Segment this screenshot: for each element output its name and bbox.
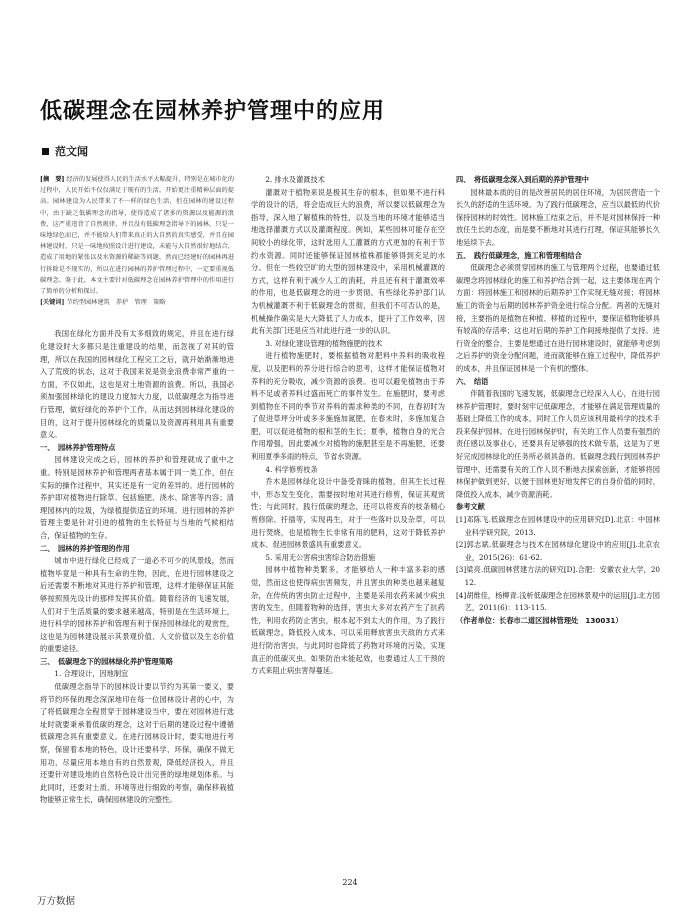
square-bullet-icon [42,148,49,155]
abstract [40,174,234,297]
footer-logo: 万方数据 [37,896,76,907]
column-3 [456,174,660,906]
section-1-heading: 一、 园林养护管理特点 [40,442,116,452]
abstract-label: [摘 要] [40,176,65,183]
keywords-label: [关键词] [40,299,65,307]
reference-item: [4]胡维佳，杨柳青.浅析低碳理念在园林景观中的运用[J].北方园艺，2011(6)：113-115. [456,590,660,613]
section-3-sub5-text: 园林中植物种类繁多，才能够给人一种丰富多彩的感觉，然而这也使得病虫害频发，并且害虫的种类也越来越复杂，在传统的害虫防止过程中，主要是采用农药来减少病虫害的发生，但随着物种的选择，害虫大多对农药产生了抗药性，利用农药防止害虫，根本起不到太大的作用，为了践行低碳理念，降低投入成本，可以采用释放害虫天敌的方式来进行防治害虫，与此同时也降低了药物对环境的污染，实现真正的低碳灭虫。如果防治未能起效，也要通过人工干预的方式来阻止病虫害得蔓延。 [251,565,445,676]
keywords [40,297,234,308]
section-6-heading: 六、 结语 [456,376,489,386]
section-4-text: 园林最本质的目的是改善居民的居住环境，为居民营造一个长久的舒适的生活环境。为了践行低碳理念，应当以最低的代价保持园林的时效性。园林施工结束之后，并不是对园林保持一种放任生长的态度，而是要不断地对其进行打理，保证其能够长久地延续下去。 [456,187,660,247]
section-3-sub3-heading: 3. 对绿化建设管理的植物施肥的技术 [265,338,383,348]
section-3-sub1-heading: 1. 合理设计，因地制宜 [54,669,129,679]
section-5-heading: 五、 践行低碳理念，施工和管理相结合 [456,250,582,260]
section-5-text: 低碳理念必须贯穿园林的施工与管理两个过程，也要通过低碳理念将园林绿化的施工和养护结合到一起，这主要体现在两个方面：将园林施工和园林的后期养护工作实现无缝对接；将园林施工的资金与后期的园林养护资金进行综合分配。两者的无缝对接，主要指的是植物在种植、移植的过程中，要保证植物能够具有较高的存活率；这也对后期的养护工作间接地提供了支持。进行资金的整合，主要是想通过在进行园林建设时，就能够考虑到之后养护的资金分配问题，进而就能够在施工过程中，降低养护的成本，并且保证园林是一个有机的整体。 [456,263,660,373]
keywords-text: 节约型园林建筑 养护 管理 策略 [66,299,166,307]
section-3-sub5-heading: 5. 采用无公害病虫害综合防治措施 [265,552,376,562]
section-6-text: 伴随着我国的飞速发展，低碳理念已经深入人心，在进行园林养护管理时，要时刻牢记低碳理念，才能够在满足管理质量的基础上降低工作的成本，同时工作人员应该利用最科学的技术手段来保护园林。在进行园林保护时，有关的工作人员要有强烈的责任感以及事业心，还要具有足够强的技术做专基，这是为了更好完成园林绿化的任务所必须具备的。低碳理念践行到园林养护管理中，还需要有关的工作人员不断地去探索创新，才能够将园林保护做到更好，以便于园林更好地发挥它的自身价值的同时，降低投入成本，减少资源消耗。 [456,389,660,499]
column-1 [40,174,234,906]
references-heading: 参考文献 [456,502,485,512]
section-3-sub2-text: 灌溉对于植物来说是极其生存的根本，但如果不进行科学的设计的话，将会造成巨大的浪费，所以要以低碳理念为指导，深入地了解植株的特性，以及当地的环境才能够适当地选择灌溉方式以及灌溉程度。例如，某些园林可能存在空间较小的绿化带，这时选用人工灌溉的方式更加的有利于节约水资源。同时还能够保证园林植株都能够得到充足的水分。但在一些较空旷的大型的园林建设中，采用机械灌溉的方式，这样有利于减少人工的消耗，并且还有利于灌溉效率的作用，也是低碳理念的进一步贯彻。有些绿化养护部门认为机械灌溉不利于低碳理念的贯彻，但我们不可否认的是，机械操作确实是大大降低了人力成本，提升了工作效率，因此有关部门还是应当对此进行进一步的认识。 [251,187,445,336]
section-2-text: 城市中进行绿化已经成了一道必不可少的风景线，然而植物毕竟是一种具有生命的生物，因此，在进行园林建设之后还需要不断地对其进行养护和管理，这样才能够保证其能够按照预先设计的那样发挥其价值。随着经济的飞速发展，人们对于生活质量的要求越来越高，特别是在生活环境上，进行科学的园林养护和管理有利于保持园林绿化的观赏性，这也是为园林建设展示其景观价值、人文价值以及生态价值的重要途径。 [40,556,234,654]
author-unit: （作者单位：长春市二道区园林管理处 130031） [456,615,623,625]
reference-item: [1]邓陈飞.低碳理念在园林建设中的应用研究[D].北京：中国林业科学研究院，2013. [456,515,660,537]
section-3-sub1-text: 低碳理念指导下的园林设计要以节约为其第一要义，要将节约环保的理念深深地印在每一位园林设计者的心中，为了将低碳理念全程贯穿于园林建设当中，要在对园林进行选址时就要秉承着低碳的理念，这对于后期的建设过程中遵循低碳理念具有重要意义。在进行园林设计时，要实地进行考察，保留着本地的特色，设计还要科学、环保，确保不做无用功，尽量应用本地自有的自然景观，降低经济投入，并且还要针对建设地的自然特色设计出完善的绿地规划体系。与此同时，还要对土质、环境等进行细致的考察，确保移栽植物能够正常生长，确保园林建设的完整性。 [40,682,234,805]
section-2-heading: 二、 园林的养护管理的作用 [40,543,130,553]
references [456,501,660,627]
author-name: 范文闻 [55,145,88,158]
abstract-text: 经济的发展使得人民的生活水平大幅提升，特别是在城市化的过程中，人民开始不仅仅满足于现有的生活，开始更注重精神层面的提高。园林建设为人民带来了不一样的绿色生活，但在园林的建设过程中，由于缺乏低碳理念的指导，使得造成了诸多的资源以及能源的浪费，这严重违背了自然规律，并且没有低碳理念指导下的园林，只是一味地绿色而已，并不能给人们带来真正的大自然的真实感受，并且在园林建设时，只是一味地按照设计进行建设，未能与大自然很好地结合，造成了用地的紧张以及水资源的稀缺等问题，然而已经建好的园林再进行拆除是不现实的，所以在进行园林的养护管理过程中，一定要重视低碳理念。鉴于此，本文主要针对低碳理念在园林养护管理中的作用进行了简单的分析和探讨。 [40,176,234,296]
section-4-heading: 四、 将低碳理念深入到后期的养护管理中 [456,175,589,184]
reference-item: [2]郭志斌.低碳理念与技术在园林绿化建设中的应用[J].北京农业，2015(26)：61-62. [456,540,660,562]
section-3-sub4-text: 乔木是园林绿化设计中备受青睐的植物，但其生长过程中，形态发生变化，需要按时地对其进行修剪，保证其观赏性；与此同时，践行低碳的理念，还可以将废弃的枝条精心剪修除、扦插等，实现再生，对于一些落叶以及杂草，可以进行焚烧，也是植物生长非常有用的肥料，这对于降低养护成本、促进园林景盛具有重要意义。 [251,477,445,550]
intro-paragraph: 我国在绿化方面并没有太多细致的规定，并且在进行绿化建设时大多都只是注重建设的结果，而忽视了对其的管理，所以在我国的园林绿化工程完工之后，就开始渐渐地进入了荒废的状态，这对于我国来说是资金浪费非常严重的一方面，不仅如此，这也是对土地资源的浪费。所以，我国必须加强园林绿化的建设力度加大力度，以低碳理念为指导进行管理，做好绿化的养护个工作，从而达到园林绿化建设的目的，这对于提升园林绿化的质量以及资源再利用具有重要意义。 [40,329,234,440]
page-number: 224 [342,878,358,887]
reference-item: [3]梁亮.低碳园林营建方法的研究[D].合肥：安徽农业大学，2012. [456,565,660,587]
section-1-text: 园林建设完成之后，园林的养护和管理就成了重中之重。特别是园林养护和管理两者基本属于同一类工作，但在实际的操作过程中，其实还是有一定的差异的。进行园林的养护即对植物进行除草、包括施肥、浇水、除害等内容；清理园林内的垃圾，为绿植提供适宜的环境。进行园林的养护管理主要是针对引进的植物的生长特征与当地的气候相结合，保证植物的生存。 [40,455,234,540]
column-2 [251,174,445,906]
section-3-sub2-heading: 2. 排水及灌溉技术 [265,175,325,184]
section-3-sub4-heading: 4. 科学修剪枝条 [265,464,318,474]
article-title: 低碳理念在园林养护管理中的应用 [40,99,386,124]
section-3-sub3-text: 进行植物施肥时，要根据植物对肥料中养料的吸收程度，以及肥料的养分进行综合的思考，这样才能保证植物对养料的充分吸收，减少资源的浪费。也可以避免植物由于养料不足或者养料过盛而死亡的事件发生。在施肥时，要考虑到植物在不同的季节对养料的需求种类的不同，在春初时为了促进草坪分叶或多多施施加氮肥，在春末时，多施加复合肥，可以促进植物的根和茎的生长；夏季，植物自身的光合作用增强，因此要减少对植物的施肥甚至是不再施肥，还要利用夏季多雨的特点，节省水资源。 [251,351,445,462]
author-line [42,143,88,159]
section-3-heading: 三、 低碳理念下的园林绿化养护管理策略 [40,656,173,666]
